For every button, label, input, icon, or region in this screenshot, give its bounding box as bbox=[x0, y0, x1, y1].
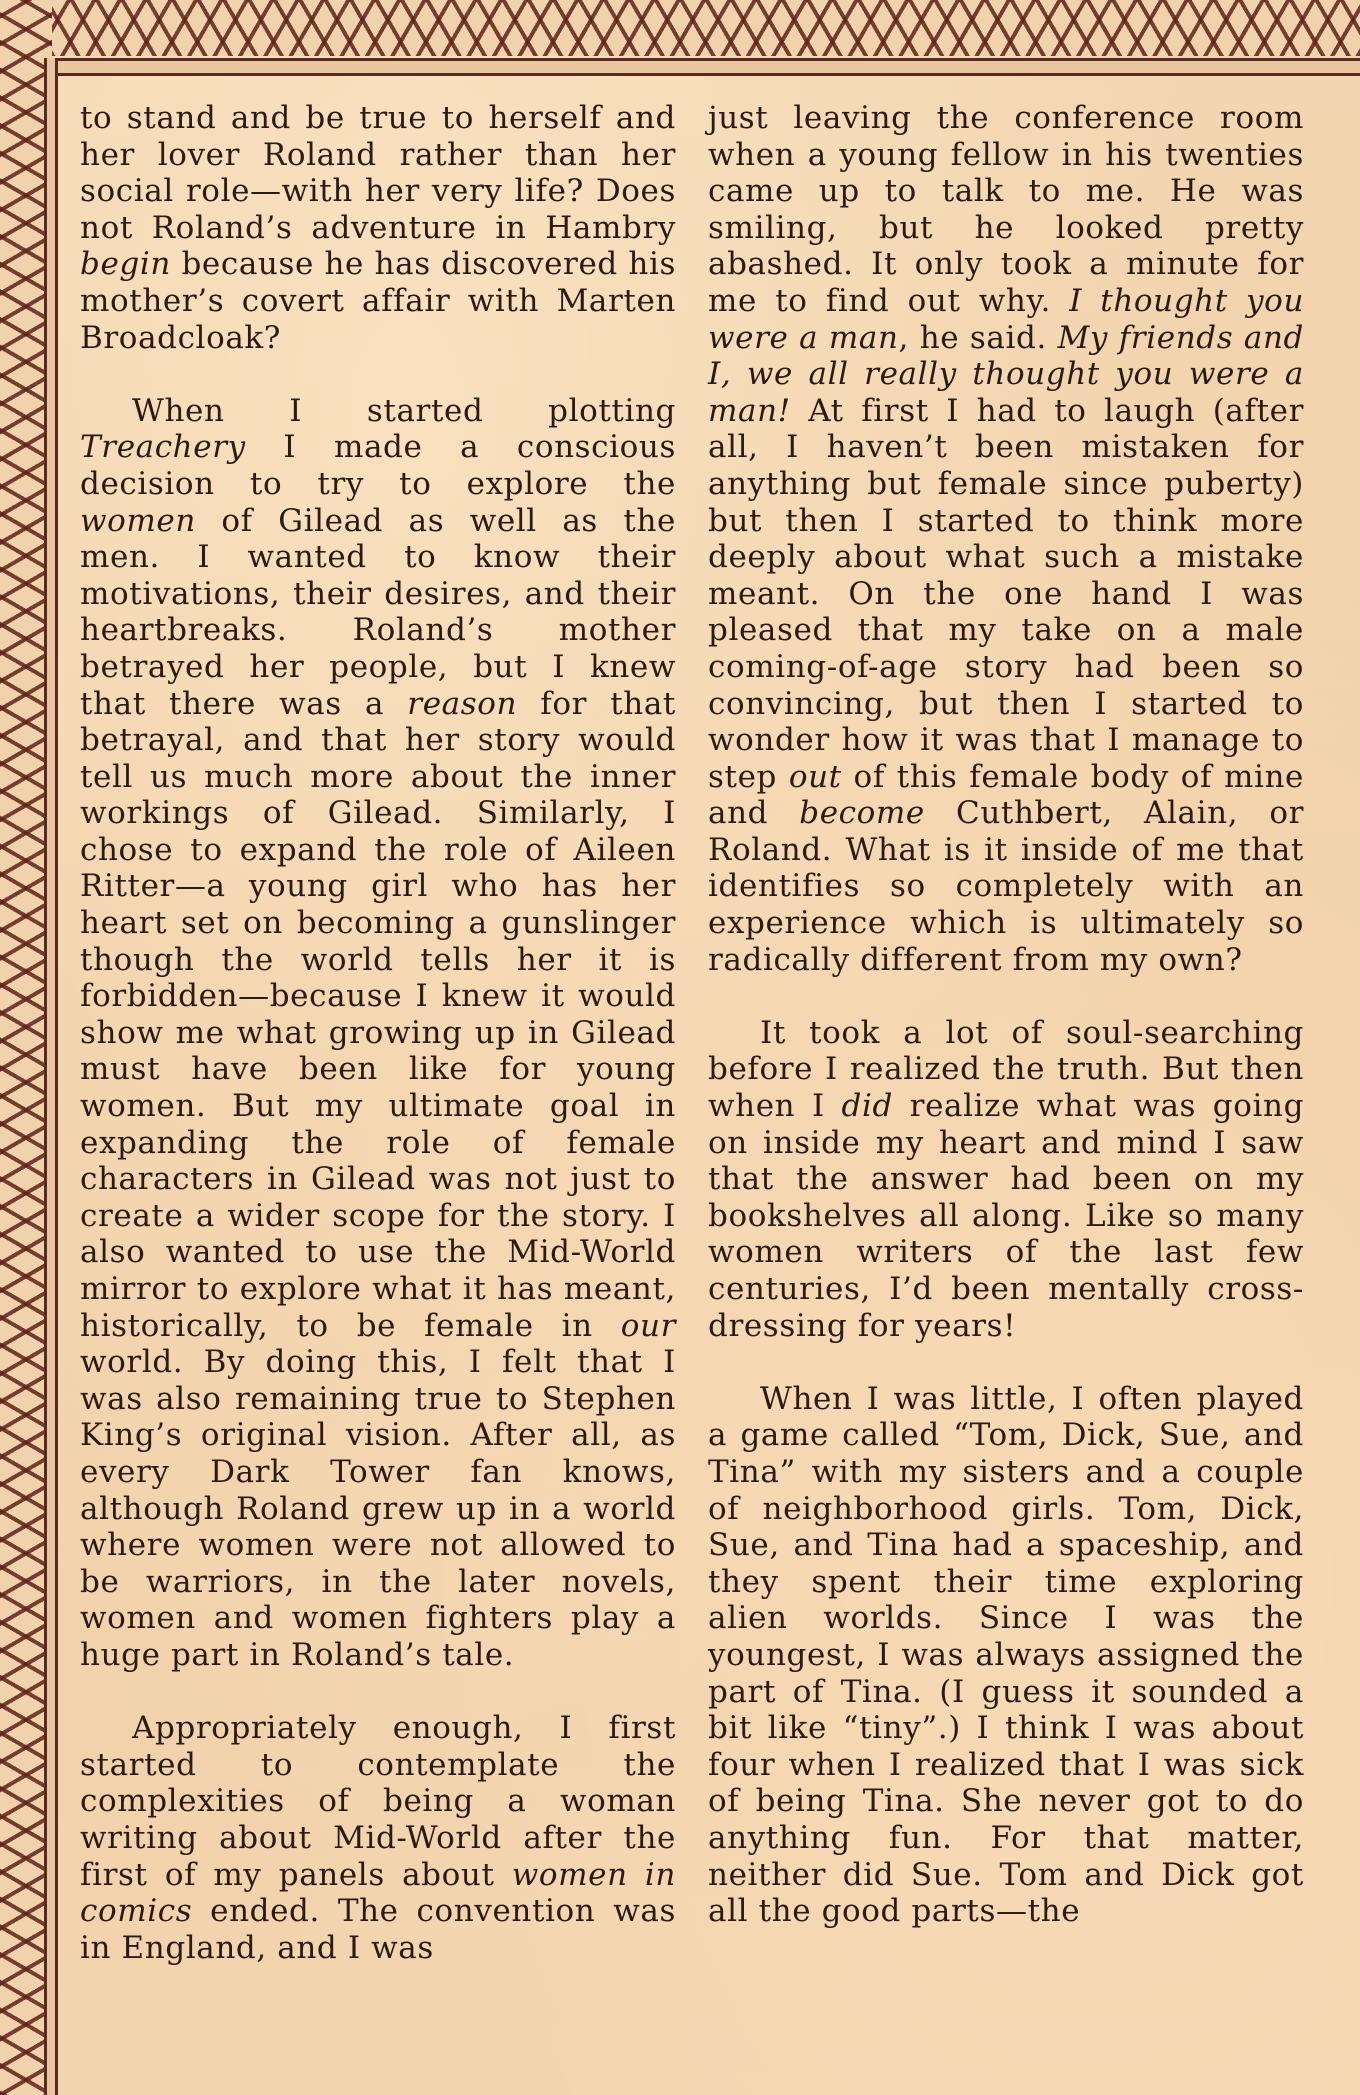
paragraph bbox=[80, 100, 676, 356]
text-run: just leaving the conference room when a young fellow in his twenties came up to talk to me. He was smiling, but he looked pretty abashed. It only took a minute for me to find out why. bbox=[708, 100, 1304, 319]
frame-rule-top bbox=[44, 58, 1360, 76]
emphasis: begin bbox=[80, 246, 171, 283]
emphasis: did bbox=[841, 1088, 893, 1125]
text-run: world. By doing this, I felt that I was also remaining true to Stephen King’s original vision. After all, as every Dark Tower fan knows, although Roland grew up in a world where women were not allowed to be warriors, in the later novels, women and women fighters play a huge part in Roland’s tale. bbox=[80, 1344, 676, 1673]
text-run: I made a conscious decision to try to explore the bbox=[80, 429, 676, 502]
emphasis: our bbox=[620, 1307, 676, 1344]
paragraph bbox=[708, 100, 1304, 978]
emphasis: out bbox=[788, 758, 842, 795]
text-run: ended. The convention was in England, and I was bbox=[80, 1893, 676, 1966]
text-run: At first I had to laugh (after all, I haven’t been mistaken for anything but female since puberty) but then I started to think more deeply about what such a mistake meant. On the one hand I was pleased that my take on a male coming-of-age story had been so convincing, but then I started to wonder how it was that I manage to step bbox=[708, 392, 1304, 795]
text-run: because he has discovered his mother’s covert affair with Marten Broadcloak? bbox=[80, 246, 676, 356]
text-run: , he said. bbox=[898, 319, 1058, 356]
emphasis: women bbox=[80, 502, 196, 539]
left-column bbox=[80, 100, 676, 1966]
paragraph bbox=[80, 393, 676, 1674]
text-run: of Gilead as well as the men. I wanted to know their motivations, their desires, and their heartbreaks. Roland’s mother betrayed her people, but I knew that there was a bbox=[80, 502, 676, 722]
text-run: Appropriately enough, I first started to contemplate the complexities of being a woman writing about Mid-World after the first of my panels about bbox=[80, 1710, 676, 1893]
paragraph bbox=[708, 1015, 1304, 1344]
text-run: When I was little, I often played a game called “Tom, Dick, Sue, and Tina” with my sisters and a couple of neighborhood girls. Tom, Dick, Sue, and Tina had a spaceship, and they spent their time exploring alien worlds. Since I was the youngest, I was always assigned the part of Tina. (I guess it sounded a bit like “tiny”.) I think I was about four when I realized that I was sick of being Tina. She never got to do anything fun. For that matter, neither did Sue. Tom and Dick got all the good parts—the bbox=[708, 1380, 1304, 1930]
emphasis: I thought you were a man bbox=[708, 282, 1305, 356]
text-run: It took a lot of soul-searching before I realized the truth. But then when I bbox=[708, 1014, 1304, 1125]
text-run: When I started plotting bbox=[132, 392, 676, 429]
text-run: Cuthbert, Alain, or Roland. What is it inside of me that identifies so completely with an experience which is ultimately so radically different from my own? bbox=[708, 795, 1305, 978]
emphasis: women in comics bbox=[80, 1856, 676, 1930]
text-run: of this female body of mine and bbox=[708, 758, 1304, 832]
emphasis: reason bbox=[407, 685, 518, 722]
text-run: for that betrayal, and that her story would tell us much more about the inner workings of Gilead. Similarly, I chose to expand the role of Aileen Ritter—a young girl who has her heart set on becoming a gunslinger though the world tells her it is forbidden—because I knew it would show me what growing up in Gilead must have been like for young women. But my ultimate goal in expanding the role of female characters in Gilead was not just to create a wider scope for the story. I also wanted to use the Mid-World mirror to explore what it has meant, historically, to be female in bbox=[80, 685, 676, 1344]
emphasis: My friends and I, we all really thought you were a man! bbox=[708, 319, 1304, 429]
text-run: realize what was going on inside my heart and mind I saw that the answer had been on my bookshelves all along. Like so many women writers of the last few centuries, I’d been mentally cross-dressing for years! bbox=[708, 1088, 1305, 1344]
frame-rule-left bbox=[44, 58, 58, 2095]
decorative-border-top bbox=[0, 0, 1360, 56]
text-run: to stand and be true to herself and her lover Roland rather than her social role—with her very life? Does not Roland’s adventure in Hambry bbox=[80, 100, 676, 246]
paragraph bbox=[708, 1381, 1304, 1930]
paragraph bbox=[80, 1710, 676, 1966]
emphasis: become bbox=[799, 795, 925, 832]
right-column bbox=[708, 100, 1304, 1930]
emphasis: Treachery bbox=[80, 429, 246, 466]
